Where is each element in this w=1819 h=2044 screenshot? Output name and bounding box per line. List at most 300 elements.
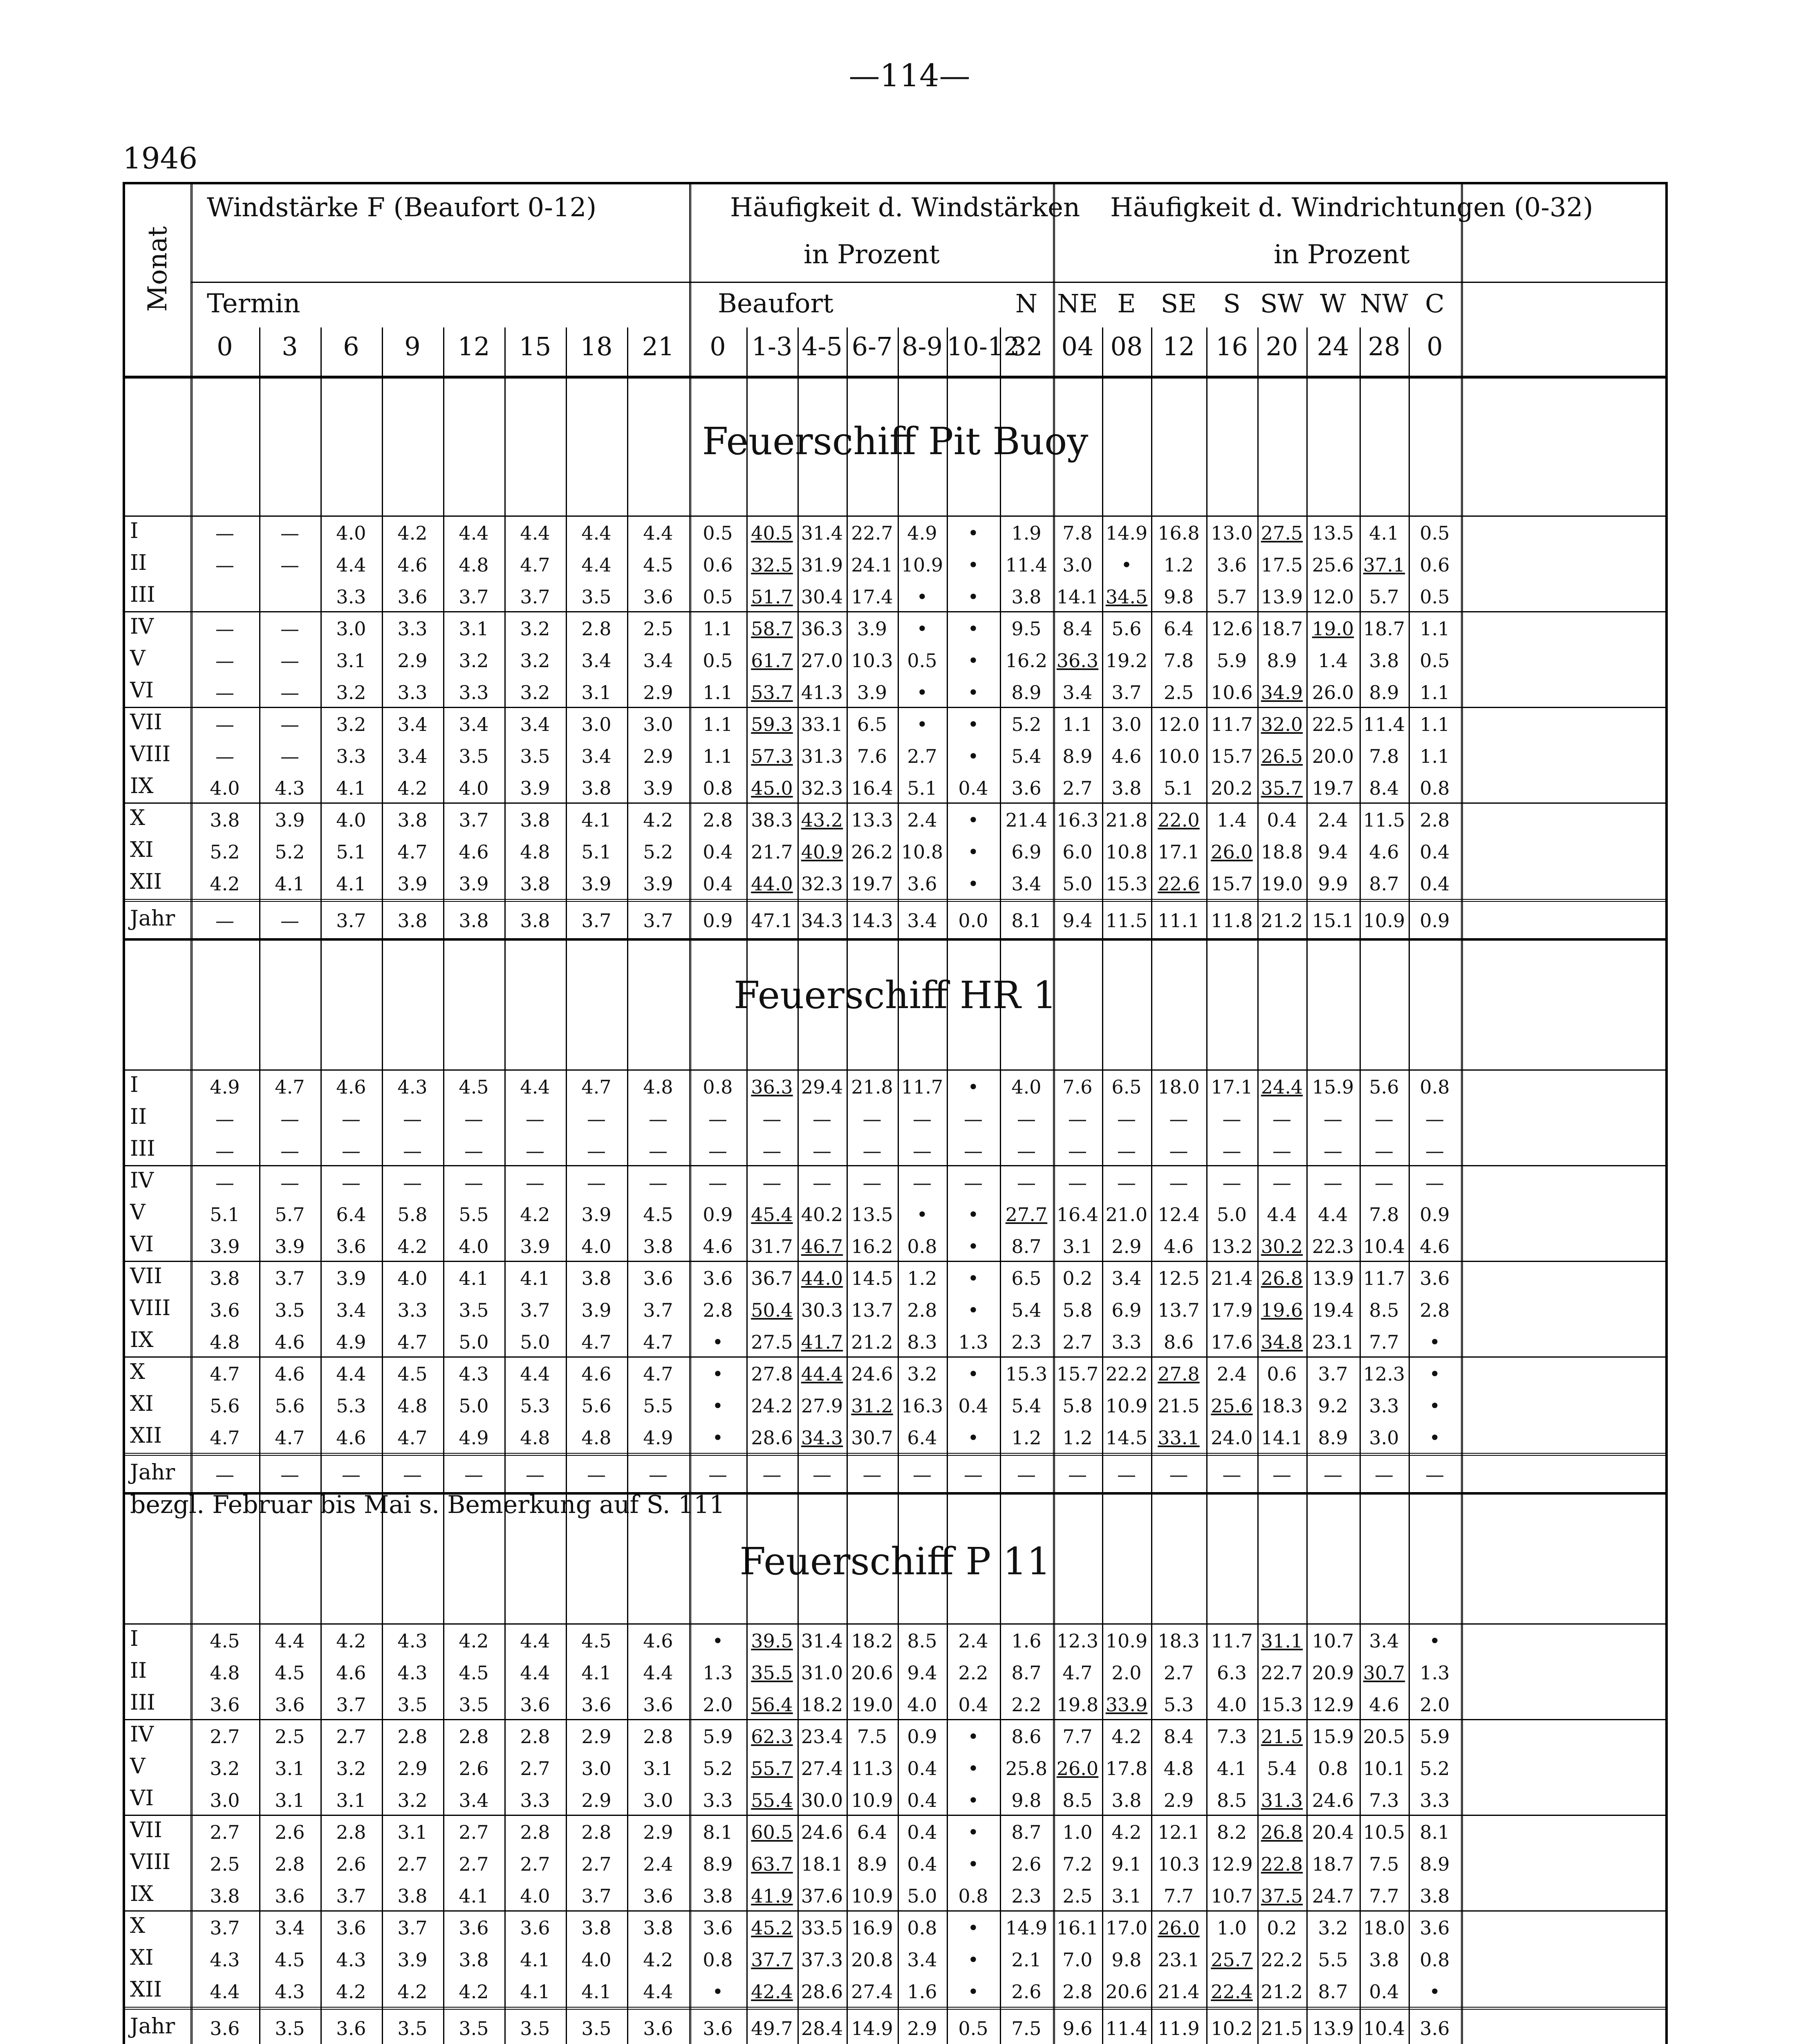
table-cell: 2.7 (459, 1853, 489, 1875)
table-cell: 8.9 (1318, 1427, 1348, 1449)
table-cell: — (215, 713, 234, 735)
table-cell: 2.1 (1011, 1949, 1042, 1971)
table-cell: 10.8 (1105, 841, 1148, 863)
table-cell: 3.8 (643, 1917, 673, 1939)
table-cell: 9.8 (1111, 1949, 1142, 1971)
table-cell: 11.1 (1158, 910, 1200, 932)
table-cell: 3.8 (397, 1885, 428, 1907)
table-row (125, 1420, 1665, 1453)
table-cell: — (1068, 1108, 1087, 1130)
table-cell: 5.1 (336, 841, 366, 863)
station-title: Feuerschiff HR 1 (733, 973, 1057, 1017)
table-cell: 9.2 (1318, 1395, 1348, 1417)
table-cell: 3.4 (907, 910, 937, 932)
table-cell: 1.1 (1420, 681, 1450, 704)
table-cell: 0.9 (907, 1726, 937, 1748)
table-cell: 3.2 (1318, 1917, 1348, 1939)
table-row (125, 1655, 1665, 1688)
table-cell: 6.9 (1111, 1299, 1142, 1321)
table-cell: 45.0 (751, 777, 793, 799)
table-cell: 4.8 (643, 1076, 673, 1098)
table-cell: — (280, 1464, 299, 1486)
table-cell: — (813, 1140, 831, 1162)
table-cell: — (587, 1172, 606, 1194)
table-cell: 3.7 (1318, 1363, 1348, 1385)
table-cell: 8.2 (1216, 1821, 1247, 1843)
table-cell: 13.9 (1261, 586, 1303, 608)
table-row (125, 1910, 1665, 1943)
table-cell: 0.5 (703, 522, 733, 544)
table-cell: 0.6 (703, 554, 733, 576)
table-cell: 18.7 (1312, 1853, 1354, 1875)
table-cell: • (1429, 1363, 1440, 1385)
table-cell: 40.9 (801, 841, 843, 863)
table-cell: 4.6 (1420, 1235, 1450, 1257)
table-cell: 2.9 (581, 1789, 612, 1811)
table-cell: • (968, 1204, 979, 1226)
month-label: VIII (130, 742, 171, 766)
month-label: IV (130, 614, 154, 639)
direction-degree-label: 28 (1368, 332, 1400, 361)
table-cell: 2.8 (336, 1821, 366, 1843)
month-label: XI (130, 838, 154, 862)
table-cell: 26.8 (1261, 1267, 1303, 1289)
month-label: Jahr (130, 906, 175, 931)
table-cell: 4.2 (1111, 1726, 1142, 1748)
table-cell: 3.3 (1420, 1789, 1450, 1811)
table-cell: — (1272, 1464, 1291, 1486)
table-cell: 19.4 (1312, 1299, 1354, 1321)
table-cell: — (1324, 1464, 1342, 1486)
table-cell: 3.5 (520, 745, 550, 767)
table-cell: — (1117, 1108, 1136, 1130)
table-cell: 4.4 (1267, 1204, 1297, 1226)
table-cell: 8.9 (1369, 681, 1399, 704)
table-cell: — (464, 1108, 483, 1130)
table-cell: — (1222, 1140, 1241, 1162)
table-cell: 0.4 (958, 777, 988, 799)
table-cell: 21.5 (1261, 1726, 1303, 1748)
column-rule (1053, 184, 1055, 2044)
table-cell: 0.5 (1420, 650, 1450, 672)
table-cell: 59.3 (751, 713, 793, 735)
table-cell: 2.6 (459, 1757, 489, 1780)
table-cell: — (1222, 1464, 1241, 1486)
table-cell: 10.7 (1211, 1885, 1253, 1907)
table-cell: 9.1 (1111, 1853, 1142, 1875)
table-cell: 17.6 (1211, 1331, 1253, 1353)
table-cell: 5.2 (210, 841, 240, 863)
table-cell: 24.7 (1312, 1885, 1354, 1907)
table-cell: 4.1 (459, 1885, 489, 1907)
table-cell: 4.4 (520, 1076, 550, 1098)
table-row (125, 1165, 1665, 1198)
table-cell: 1.4 (1318, 650, 1348, 672)
table-cell: 2.9 (643, 1821, 673, 1843)
table-cell: 3.2 (520, 618, 550, 640)
table-cell: 24.2 (751, 1395, 793, 1417)
table-cell: 3.4 (520, 713, 550, 735)
table-cell: 3.0 (1111, 713, 1142, 735)
table-cell: 34.8 (1261, 1331, 1303, 1353)
table-cell: 3.2 (520, 681, 550, 704)
table-cell: 2.7 (210, 1821, 240, 1843)
beaufort-col-label: 4-5 (802, 332, 842, 361)
table-cell: 8.1 (1420, 1821, 1450, 1843)
table-cell: 37.5 (1261, 1885, 1303, 1907)
table-cell: • (712, 1427, 724, 1449)
table-cell: 3.7 (520, 1299, 550, 1321)
table-cell: 12.5 (1158, 1267, 1200, 1289)
table-cell: 3.8 (520, 873, 550, 895)
month-label: XII (130, 1423, 162, 1448)
table-cell: • (968, 1076, 979, 1098)
table-cell: 4.9 (336, 1331, 366, 1353)
table-cell: 21.8 (1105, 809, 1148, 831)
table-cell: 4.0 (459, 777, 489, 799)
table-cell: 15.7 (1056, 1363, 1099, 1385)
table-row (125, 675, 1665, 708)
table-cell: 8.7 (1369, 873, 1399, 895)
monat-header: Monat (143, 226, 173, 312)
table-cell: 36.7 (751, 1267, 793, 1289)
table-cell: — (1017, 1172, 1036, 1194)
table-cell: 3.4 (397, 713, 428, 735)
table-cell: 3.5 (581, 586, 612, 608)
direction-col-label: C (1425, 289, 1445, 318)
group3-title: Häufigkeit d. Windrichtungen (0-32) (1110, 193, 1593, 223)
table-cell: — (403, 1172, 422, 1194)
table-cell: • (968, 681, 979, 704)
table-cell: — (280, 1172, 299, 1194)
table-cell: 7.5 (857, 1726, 887, 1748)
year-label: 1946 (123, 141, 198, 175)
table-cell: 43.2 (801, 809, 843, 831)
table-cell: 6.5 (1011, 1267, 1042, 1289)
table-cell: 11.7 (901, 1076, 943, 1098)
table-cell: 4.0 (397, 1267, 428, 1289)
table-cell: 3.7 (210, 1917, 240, 1939)
table-cell: 3.9 (857, 618, 887, 640)
table-cell: 45.4 (751, 1204, 793, 1226)
month-label: VIII (130, 1850, 171, 1874)
table-cell: 5.1 (581, 841, 612, 863)
table-cell: 10.9 (901, 554, 943, 576)
month-label: VI (130, 1786, 154, 1811)
table-cell: 0.2 (1062, 1267, 1093, 1289)
table-cell: 3.6 (275, 1885, 305, 1907)
table-cell: • (1121, 554, 1132, 576)
table-cell: — (964, 1140, 983, 1162)
table-row (125, 1623, 1665, 1656)
table-cell: — (1425, 1108, 1444, 1130)
table-cell: 0.4 (958, 1694, 988, 1716)
table-cell: — (1068, 1140, 1087, 1162)
table-cell: 0.4 (1420, 841, 1450, 863)
table-cell: 9.8 (1163, 586, 1194, 608)
table-cell: 8.4 (1163, 1726, 1194, 1748)
table-cell: 5.4 (1011, 745, 1042, 767)
table-cell: 3.1 (275, 1789, 305, 1811)
table-cell: 4.4 (643, 1981, 673, 2003)
table-cell: 10.5 (1363, 1821, 1405, 1843)
table-cell: 20.5 (1363, 1726, 1405, 1748)
table-cell: 11.4 (1363, 713, 1405, 735)
table-cell: 19.0 (851, 1694, 893, 1716)
column-rule (443, 327, 444, 2044)
table-cell: — (215, 1172, 234, 1194)
table-cell: 44.0 (751, 873, 793, 895)
table-cell: 4.0 (581, 1949, 612, 1971)
table-row (125, 515, 1665, 548)
table-cell: — (342, 1172, 361, 1194)
direction-col-label: W (1320, 289, 1346, 318)
table-cell: 2.8 (703, 809, 733, 831)
direction-degree-label: 20 (1266, 332, 1298, 361)
table-cell: 4.9 (643, 1427, 673, 1449)
table-cell: 6.5 (857, 713, 887, 735)
table-cell: 2.7 (1163, 1662, 1194, 1684)
table-cell: 19.7 (851, 873, 893, 895)
table-cell: 4.2 (459, 1630, 489, 1652)
direction-col-label: S (1223, 289, 1241, 318)
table-cell: 18.2 (801, 1694, 843, 1716)
table-cell: 3.5 (275, 1299, 305, 1321)
table-cell: 11.3 (851, 1757, 893, 1780)
table-cell: 4.5 (643, 554, 673, 576)
table-cell: • (916, 618, 928, 640)
table-cell: 4.9 (210, 1076, 240, 1098)
table-cell: 10.7 (1312, 1630, 1354, 1652)
table-cell: • (968, 1853, 979, 1875)
table-cell: 14.9 (1105, 522, 1148, 544)
table-cell: 5.8 (1062, 1299, 1093, 1321)
table-cell: 3.8 (1111, 1789, 1142, 1811)
table-row (125, 1687, 1665, 1720)
table-cell: 8.9 (703, 1853, 733, 1875)
table-cell: 3.4 (397, 745, 428, 767)
table-cell: 4.5 (275, 1662, 305, 1684)
table-cell: 3.8 (581, 777, 612, 799)
table-cell: 32.5 (751, 554, 793, 576)
table-cell: — (587, 1464, 606, 1486)
table-cell: 3.0 (643, 1789, 673, 1811)
table-cell: 25.8 (1005, 1757, 1048, 1780)
direction-col-label: SW (1260, 289, 1304, 318)
table-cell: — (964, 1172, 983, 1194)
table-cell: 13.9 (1312, 2017, 1354, 2040)
table-cell: • (968, 554, 979, 576)
table-cell: 3.5 (459, 1694, 489, 1716)
table-cell: — (280, 522, 299, 544)
table-cell: 11.7 (1363, 1267, 1405, 1289)
table-cell: 5.1 (1163, 777, 1194, 799)
table-cell: 0.8 (1420, 1076, 1450, 1098)
table-row (125, 866, 1665, 899)
table-cell: • (968, 1917, 979, 1939)
table-cell: 3.4 (459, 1789, 489, 1811)
table-cell: 3.2 (459, 650, 489, 672)
group2-subtitle: Beaufort (718, 289, 833, 319)
table-cell: 14.9 (1005, 1917, 1048, 1939)
table-cell: 5.1 (210, 1204, 240, 1226)
table-cell: 0.5 (907, 650, 937, 672)
table-cell: • (968, 650, 979, 672)
table-cell: 34.9 (1261, 681, 1303, 704)
table-cell: 3.7 (1111, 681, 1142, 704)
table-cell: 16.1 (1056, 1917, 1099, 1939)
table-cell: 21.8 (851, 1076, 893, 1098)
month-label: VII (130, 710, 162, 735)
table-cell: 2.8 (1420, 809, 1450, 831)
table-cell: 2.7 (459, 1821, 489, 1843)
table-cell: 12.9 (1312, 1694, 1354, 1716)
beaufort-col-label: 1-3 (751, 332, 793, 361)
table-cell: 4.4 (459, 522, 489, 544)
table-cell: 3.1 (336, 1789, 366, 1811)
month-label: III (130, 1136, 155, 1161)
table-cell: — (526, 1464, 544, 1486)
table-cell: 31.7 (751, 1235, 793, 1257)
table-cell: 26.8 (1261, 1821, 1303, 1843)
table-cell: 0.9 (703, 1204, 733, 1226)
table-cell: 5.3 (520, 1395, 550, 1417)
table-cell: 3.6 (336, 1235, 366, 1257)
table-cell: 5.7 (275, 1204, 305, 1226)
table-cell: 22.7 (1261, 1662, 1303, 1684)
table-cell: • (1429, 1427, 1440, 1449)
table-cell: 0.8 (958, 1885, 988, 1907)
table-row (125, 547, 1665, 580)
table-cell: 31.3 (801, 745, 843, 767)
table-cell: 2.8 (520, 1726, 550, 1748)
termin-col-label: 12 (457, 332, 490, 361)
table-cell: 38.3 (751, 809, 793, 831)
table-cell: 2.7 (581, 1853, 612, 1875)
table-cell: 3.5 (520, 2017, 550, 2040)
table-cell: 5.8 (397, 1204, 428, 1226)
table-cell: 9.8 (1011, 1789, 1042, 1811)
table-cell: 7.5 (1011, 2017, 1042, 2040)
table-cell: 17.9 (1211, 1299, 1253, 1321)
table-cell: 4.1 (336, 873, 366, 895)
table-row (125, 1293, 1665, 1325)
table-cell: 7.7 (1369, 1331, 1399, 1353)
table-cell: 6.3 (1216, 1662, 1247, 1684)
table-cell: 5.2 (703, 1757, 733, 1780)
table-cell: 20.6 (1105, 1981, 1148, 2003)
table-cell: — (464, 1464, 483, 1486)
table-cell: 4.4 (275, 1630, 305, 1652)
table-cell: 3.3 (336, 745, 366, 767)
table-cell: — (280, 650, 299, 672)
table-cell: 4.6 (275, 1331, 305, 1353)
table-cell: 4.8 (520, 1427, 550, 1449)
table-cell: 4.7 (643, 1363, 673, 1385)
table-row (125, 1261, 1665, 1293)
table-cell: 5.7 (1216, 586, 1247, 608)
header-rule (190, 282, 1665, 283)
table-cell: — (280, 713, 299, 735)
table-cell: 3.9 (581, 1204, 612, 1226)
month-label: VI (130, 678, 154, 703)
table-cell: 4.7 (275, 1076, 305, 1098)
table-cell: 17.8 (1105, 1757, 1148, 1780)
table-cell: 60.5 (751, 1821, 793, 1843)
table-cell: 4.9 (459, 1427, 489, 1449)
table-cell: 4.1 (520, 1949, 550, 1971)
month-label: XI (130, 1945, 154, 1970)
table-cell: 3.8 (643, 1235, 673, 1257)
termin-col-label: 21 (642, 332, 674, 361)
table-cell: — (1324, 1140, 1342, 1162)
table-cell: • (916, 713, 928, 735)
table-cell: 2.9 (1111, 1235, 1142, 1257)
beaufort-col-label: 10-12 (947, 332, 1020, 361)
table-cell: 3.9 (210, 1235, 240, 1257)
month-label: V (130, 1200, 146, 1225)
table-cell: 3.5 (397, 1694, 428, 1716)
direction-degree-label: 16 (1216, 332, 1248, 361)
table-cell: 10.9 (1105, 1630, 1148, 1652)
table-cell: 4.2 (397, 1235, 428, 1257)
table-cell: — (813, 1172, 831, 1194)
table-cell: 3.7 (459, 809, 489, 831)
table-cell: • (712, 1363, 724, 1385)
table-cell: 2.3 (1011, 1331, 1042, 1353)
month-label: VII (130, 1818, 162, 1842)
table-cell: 3.8 (210, 1885, 240, 1907)
table-cell: 3.1 (336, 650, 366, 672)
column-rule (190, 184, 193, 2044)
table-row (125, 903, 1665, 936)
table-cell: 3.6 (1420, 1917, 1450, 1939)
table-cell: 2.4 (1318, 809, 1348, 831)
direction-degree-label: 12 (1163, 332, 1195, 361)
table-cell: 6.4 (1163, 618, 1194, 640)
table-cell: 5.0 (907, 1885, 937, 1907)
table-cell: 17.4 (851, 586, 893, 608)
table-cell: 2.0 (1111, 1662, 1142, 1684)
month-label: XII (130, 870, 162, 894)
table-cell: 16.8 (1158, 522, 1200, 544)
column-rule (320, 327, 322, 2044)
direction-col-label: NE (1057, 289, 1098, 318)
table-cell: 3.0 (1369, 1427, 1399, 1449)
table-cell: 4.7 (275, 1427, 305, 1449)
table-cell: — (762, 1172, 782, 1194)
table-cell: 4.7 (210, 1363, 240, 1385)
table-cell: 7.7 (1163, 1885, 1194, 1907)
table-row (125, 643, 1665, 676)
table-cell: 4.5 (459, 1662, 489, 1684)
table-cell: 53.7 (751, 681, 793, 704)
table-cell: 2.9 (1163, 1789, 1194, 1811)
table-cell: 16.2 (1005, 650, 1048, 672)
table-cell: 3.7 (397, 1917, 428, 1939)
table-cell: 19.7 (1312, 777, 1354, 799)
table-cell: • (968, 745, 979, 767)
table-cell: 32.0 (1261, 713, 1303, 735)
remark-note: bezgl. Februar bis Mai s. Bemerkung auf S. 111 (130, 1490, 725, 1519)
column-rule (947, 327, 948, 2044)
table-cell: 3.6 (459, 1917, 489, 1939)
table-cell: 3.0 (581, 1757, 612, 1780)
table-cell: 1.1 (1420, 713, 1450, 735)
table-cell: 2.4 (1216, 1363, 1247, 1385)
table-cell: 4.8 (520, 841, 550, 863)
direction-degree-label: 08 (1110, 332, 1143, 361)
